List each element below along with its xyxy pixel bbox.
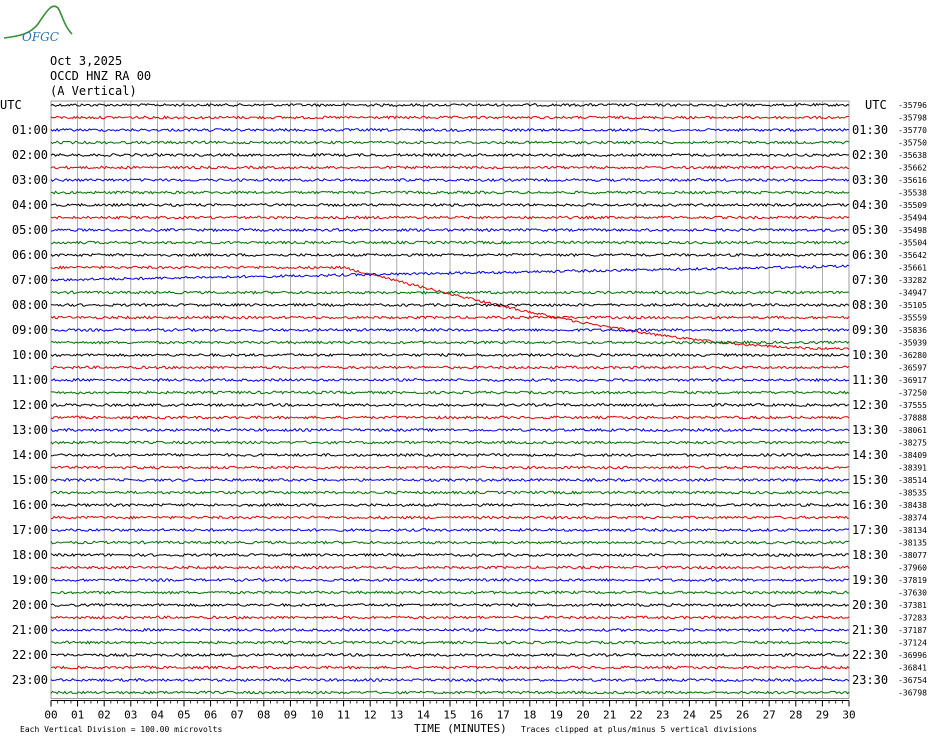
trace-mean-label: -34947 <box>898 288 927 298</box>
component-label: (A Vertical) <box>50 84 137 98</box>
left-time-label: 14:00 <box>11 448 48 462</box>
x-tick-label: 29 <box>815 708 830 722</box>
left-time-label: 05:00 <box>11 223 48 237</box>
left-time-label: 03:00 <box>11 173 48 187</box>
x-tick-label: 02 <box>97 708 111 722</box>
x-axis-label: TIME (MINUTES) <box>414 722 507 735</box>
left-time-label: 09:00 <box>11 323 48 337</box>
trace-mean-label: -35750 <box>898 138 927 148</box>
left-time-label: 07:00 <box>11 273 48 287</box>
trace-mean-label: -38535 <box>898 488 927 498</box>
trace-mean-label: -35494 <box>898 213 927 223</box>
x-tick-label: 10 <box>310 708 324 722</box>
x-tick-label: 04 <box>150 708 165 722</box>
right-time-label: 03:30 <box>852 173 889 187</box>
right-time-label: 01:30 <box>852 123 889 137</box>
trace-mean-label: -35538 <box>898 188 927 198</box>
station-label: OCCD HNZ RA 00 <box>50 69 152 83</box>
x-tick-label: 25 <box>709 708 723 722</box>
right-time-label: 15:30 <box>852 473 889 487</box>
trace-mean-label: -38275 <box>898 438 927 448</box>
right-time-label: 10:30 <box>852 348 889 362</box>
x-tick-label: 12 <box>363 708 377 722</box>
x-tick-label: 21 <box>602 708 617 722</box>
x-tick-label: 23 <box>656 708 670 722</box>
x-tick-label: 18 <box>523 708 537 722</box>
trace-mean-label: -38409 <box>898 451 927 460</box>
right-time-label: 07:30 <box>852 273 889 287</box>
trace-mean-label: -38061 <box>898 426 927 435</box>
trace-mean-label: -36841 <box>898 663 927 673</box>
trace-mean-label: -37888 <box>898 413 927 423</box>
left-time-label: 11:00 <box>11 373 48 387</box>
trace-mean-label: -36280 <box>898 351 927 360</box>
trace-mean-label: -36798 <box>898 688 927 698</box>
x-tick-label: 05 <box>177 708 191 722</box>
left-time-label: 02:00 <box>11 148 48 162</box>
trace-mean-label: -37187 <box>898 626 927 635</box>
right-time-label: 13:30 <box>852 423 889 437</box>
trace-mean-label: -35661 <box>898 263 927 273</box>
trace-mean-label: -37630 <box>898 588 927 598</box>
trace-mean-label: -38391 <box>898 463 927 473</box>
x-tick-label: 27 <box>762 708 776 722</box>
trace-mean-label: -36917 <box>898 376 927 385</box>
right-time-label: 16:30 <box>852 498 889 512</box>
trace-mean-label: -35105 <box>898 301 927 310</box>
x-tick-label: 26 <box>735 708 750 722</box>
right-time-label: 06:30 <box>852 248 889 262</box>
x-tick-label: 07 <box>230 708 244 722</box>
left-time-label: 19:00 <box>11 573 48 587</box>
trace-mean-label: -38438 <box>898 501 927 510</box>
x-tick-label: 00 <box>44 708 58 722</box>
right-time-label: 20:30 <box>852 598 889 612</box>
left-time-label: 13:00 <box>11 423 48 437</box>
x-tick-label: 22 <box>629 708 643 722</box>
x-tick-label: 14 <box>416 708 431 722</box>
trace-mean-label: -35796 <box>898 101 927 110</box>
trace-mean-label: -38134 <box>898 526 927 535</box>
trace-mean-label: -38135 <box>898 538 927 548</box>
trace-mean-label: -37124 <box>898 638 927 648</box>
trace-mean-label: -35662 <box>898 163 927 173</box>
x-tick-label: 24 <box>682 708 697 722</box>
right-time-label: 23:30 <box>852 673 889 687</box>
right-time-label: 09:30 <box>852 323 889 337</box>
trace-mean-label: -35559 <box>898 313 927 323</box>
trace-mean-label: -35798 <box>898 113 927 123</box>
trace-mean-label: -38514 <box>898 476 927 485</box>
trace-mean-label: -35509 <box>898 201 927 210</box>
trace-mean-label: -36754 <box>898 676 927 685</box>
right-time-label: 18:30 <box>852 548 889 562</box>
right-time-label: 08:30 <box>852 298 889 312</box>
date-label: Oct 3,2025 <box>50 54 123 68</box>
x-tick-label: 13 <box>390 708 404 722</box>
trace-mean-label: -35498 <box>898 226 927 235</box>
x-tick-label: 20 <box>576 708 590 722</box>
trace-mean-label: -37381 <box>898 601 927 610</box>
x-tick-label: 06 <box>203 708 218 722</box>
right-time-label: 22:30 <box>852 648 889 662</box>
right-time-label: 02:30 <box>852 148 889 162</box>
trace-mean-label: -37960 <box>898 563 927 573</box>
trace-mean-label: -35504 <box>898 238 927 248</box>
trace-mean-label: -37819 <box>898 576 927 585</box>
left-time-label: 08:00 <box>11 298 48 312</box>
x-tick-label: 16 <box>469 708 484 722</box>
left-time-label: 04:00 <box>11 198 48 212</box>
trace-mean-label: -33282 <box>898 276 927 285</box>
left-time-label: 06:00 <box>11 248 48 262</box>
right-utc-label: UTC <box>865 98 887 112</box>
trace-mean-label: -37250 <box>898 388 927 398</box>
right-time-label: 19:30 <box>852 573 889 587</box>
x-tick-label: 30 <box>842 708 856 722</box>
left-time-label: 16:00 <box>11 498 48 512</box>
left-time-label: 01:00 <box>11 123 48 137</box>
trace-mean-label: -36996 <box>898 651 927 660</box>
left-time-label: 21:00 <box>11 623 48 637</box>
trace-mean-label: -35616 <box>898 176 927 185</box>
left-time-label: 15:00 <box>11 473 48 487</box>
left-time-label: 17:00 <box>11 523 48 537</box>
trace-mean-label: -35939 <box>898 338 927 348</box>
right-time-label: 21:30 <box>852 623 889 637</box>
left-time-label: 23:00 <box>11 673 48 687</box>
right-time-label: 14:30 <box>852 448 889 462</box>
right-time-label: 11:30 <box>852 373 889 387</box>
x-tick-label: 08 <box>257 708 271 722</box>
trace-mean-label: -38077 <box>898 551 927 560</box>
trace-mean-label: -37555 <box>898 401 927 410</box>
right-time-label: 12:30 <box>852 398 889 412</box>
left-time-label: 10:00 <box>11 348 48 362</box>
trace-mean-label: -36597 <box>898 363 927 373</box>
x-tick-label: 03 <box>124 708 138 722</box>
right-time-label: 04:30 <box>852 198 889 212</box>
right-time-label: 05:30 <box>852 223 889 237</box>
x-tick-label: 15 <box>443 708 457 722</box>
x-tick-label: 01 <box>70 708 85 722</box>
x-tick-label: 11 <box>336 708 351 722</box>
left-time-label: 22:00 <box>11 648 48 662</box>
left-time-label: 12:00 <box>11 398 48 412</box>
x-tick-label: 19 <box>549 708 564 722</box>
x-tick-label: 28 <box>789 708 803 722</box>
trace-mean-label: -38374 <box>898 513 927 523</box>
scale-note: Each Vertical Division = 100.00 microvolts <box>20 725 223 734</box>
trace-mean-label: -35836 <box>898 326 927 335</box>
clip-note: Traces clipped at plus/minus 5 vertical divisions <box>521 725 758 734</box>
x-tick-label: 09 <box>283 708 298 722</box>
trace-mean-label: -35642 <box>898 251 927 260</box>
x-tick-label: 17 <box>496 708 510 722</box>
trace-mean-label: -35638 <box>898 151 927 160</box>
logo-text: OFGC <box>22 30 59 44</box>
trace-mean-label: -37283 <box>898 613 927 623</box>
trace-mean-label: -35770 <box>898 126 927 135</box>
left-utc-label: UTC <box>0 98 22 112</box>
left-time-label: 18:00 <box>11 548 48 562</box>
left-time-label: 20:00 <box>11 598 48 612</box>
right-time-label: 17:30 <box>852 523 889 537</box>
